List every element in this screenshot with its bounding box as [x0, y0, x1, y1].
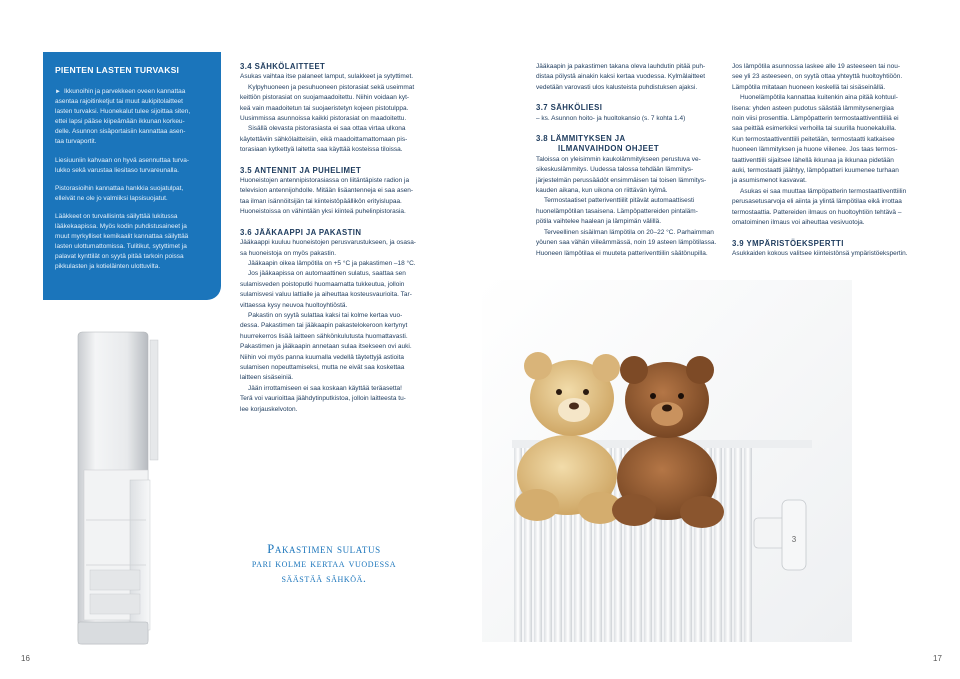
text-line: Pakastimen ja jääkaapin annetaan sulaa itsekseen ovi auki.	[240, 343, 412, 351]
text-line: Kylpyhuoneen ja pesuhuoneen pistorasiat sekä useimmat	[248, 83, 415, 91]
sidebar-line: pikkulasten ja kotieläinten ulottuvilta.	[55, 263, 161, 271]
sidebar-line: Ikkunoihin ja parvekkeen oveen kannattaa	[63, 88, 186, 95]
sidebar-line: palavat kynttilät on syytä pitää tarkoin poissa	[55, 253, 184, 261]
text-line: yöunen saa vähän viileämmässä, noin 19 asteen lämpötilassa.	[536, 239, 717, 247]
quote-line-1: Pakastimen sulatus	[267, 542, 381, 556]
text-line: distaa pölystä ainakin kaksi kertaa vuodessa. Kylmälaitteet	[536, 73, 706, 81]
sidebar-line: lasten ulottumattomissa. Tulitikut, sytyttimet ja	[55, 243, 187, 251]
sidebar-paragraph	[55, 184, 211, 204]
quote-line-2: pari kolme kertaa vuodessa	[251, 558, 397, 570]
sidebar-line: Lääkkeet on turvallisinta säilyttää lukitussa	[55, 212, 178, 220]
sidebar-paragraph	[55, 212, 211, 273]
page-number-left: 16	[21, 654, 30, 663]
text-line: taa ilman isännöitsijän tai kiinteistöpäällikön erityislupaa.	[240, 197, 402, 205]
text-line: vittaessa kysy neuvoa huoltoyhtiöstä.	[240, 301, 348, 309]
text-line: Huoneistoissa on vähintään yksi kiinteä puhelinpistorasia.	[240, 208, 406, 216]
text-line: Termostaatiset patteriventtiilit pitävät automaattisesti	[544, 197, 695, 205]
text-line: kauden aikana, kun uikona on riittävän kylmä.	[536, 187, 668, 195]
sidebar-line: muut myrkylliset kemikaalit kannattaa säilyttää	[55, 233, 189, 241]
text-line: Jos jääkaapissa on automaattinen sulatus, saattaa sen	[248, 270, 406, 278]
text-line: dessa. Pakastimen tai jääkaapin pakastelokeroon kertynyt	[240, 322, 408, 330]
text-line: keä vain maadoitetun tai suojaeristetyn kojeen pistotulppa.	[240, 104, 409, 112]
text-line: see yli 23 asteeseen, on syytä ottaa yhteyttä huoltoyhtiöön.	[732, 73, 903, 81]
sidebar-line: elleivät ne ole jo valmiiksi lapsisuojatut.	[55, 194, 168, 202]
text-line: sa huoneistoja on myös pakastin.	[240, 249, 337, 257]
text-line: Huoneen lämpötilaa ei muuteta patteriventtiilin säätönupilla.	[536, 249, 708, 257]
section-3-8-heading: 3.8 LÄMMITYKSEN JA	[536, 134, 626, 144]
text-line: omatoiminen ilmaus voi aiheuttaa vesivuotoja.	[732, 219, 865, 227]
text-line: Jos lämpötila asunnossa laskee alle 19 asteeseen tai nou-	[732, 63, 901, 70]
condenser-text	[536, 62, 746, 93]
text-line: sulamisen nopeuttamiseksi, mutta ne eivät saa koskettaa	[240, 363, 405, 371]
sidebar-line: asentaa rajoitinketjut tai muut aukipitolaitteet	[55, 98, 183, 106]
text-line: sulamisveden poistoputki huomaamatta tukkeutua, jolloin	[240, 280, 405, 288]
sidebar-line: lasten turvaksi. Huonekalut tulee sijoittaa siten,	[55, 108, 191, 116]
text-line: vedetään varovasti ulos kalusteista puhdistuksen ajaksi.	[536, 83, 698, 91]
temperature-text	[732, 62, 944, 229]
text-line: Niihin voi myös panna kuumalla vedellä täytettyjä astioita	[240, 353, 405, 361]
text-line: Terä voi vaurioittaa jäähdytinputkistoa, jolloin laitteesta tu-	[240, 395, 406, 403]
quote-line-3: säästää sähköä.	[281, 573, 367, 585]
sidebar-paragraph	[55, 156, 211, 176]
svg-text:3: 3	[791, 535, 797, 544]
text-line: Huonelämpötila kannattaa kuitenkin aina pitää kohtuul-	[740, 94, 898, 102]
text-line: sikeskuslämmitys. Uudessa talossa tehdään lämmitys-	[536, 166, 694, 174]
text-line: huurrekerros lisää laitteen sähkönkulutusta huomattavasti.	[240, 332, 408, 340]
sidebar-paragraph	[55, 87, 211, 148]
section-3-7-heading: 3.7 SÄHKÖLIESI	[536, 103, 603, 113]
text-line: Pakastin on syytä sulattaa kaksi tai kolme kertaa vuo-	[248, 311, 403, 319]
text-line: torasiaan kytkettyä laitetta saa käyttää kosteissa tiloissa.	[240, 146, 403, 154]
text-line: Taloissa on yleisimmin kaukolämmitykseen perustuva ve-	[536, 155, 701, 163]
text-line: noin viisi prosenttia. Lämpöpatterin termostaattiventtiiliä ei	[732, 115, 899, 123]
text-line: Asukkaiden kokous valitsee kiinteistönsä ympäristöekspertin.	[732, 249, 908, 257]
pull-quote	[234, 542, 414, 587]
sidebar-line: delle. Asunnon sisäportaisiin kannattaa asen-	[55, 128, 186, 136]
sidebar-line: Pistorasioihin kannattaa hankkia suojatulpat,	[55, 184, 184, 192]
text-line: perusasetusarvoja eli aiinta ja ylintä lämpötilaa eikä irrottaa	[732, 198, 902, 206]
section-3-9-heading: 3.9 YMPÄRISTÖEKSPERTTI	[732, 238, 844, 248]
section-3-9-text	[732, 249, 944, 259]
text-line: Asukas vaihtaa itse palaneet lamput, sulakkeet ja sytyttimet.	[240, 73, 414, 81]
text-line: Terveellinen sisäilman lämpötila on 20–22 °C. Parhaimman	[544, 228, 714, 236]
column-2	[536, 62, 746, 259]
text-line: laitteen sisäseiniä.	[240, 374, 294, 382]
text-line: taattiventtiili sijaitsee lähellä ikkunaa ja ikkunaa pidetään	[732, 156, 894, 164]
column-3	[732, 62, 944, 259]
text-line: Kun termostaattiventtiili peitetään, termostaatti katkaisee	[732, 135, 895, 143]
text-line: Jääkaapin ja pakastimen takana oleva lauhdutin pitää puh-	[536, 63, 706, 70]
text-line: termostaattia. Pattereiden ilmaus on huoltoyhtiön tehtävä –	[732, 208, 902, 216]
section-3-4-text	[240, 72, 458, 155]
section-3-8-text	[536, 155, 746, 259]
refrigerator-image	[70, 330, 164, 650]
text-line: ja asumismenot kasvavat.	[732, 177, 807, 185]
sidebar-line: lukko sekä varustaa liesitaso turvareunalla.	[55, 166, 179, 174]
text-line: huonelämpötilan tasaisena. Lämpöpattereiden pintaläm-	[536, 207, 698, 215]
bullet-arrow-icon: ►	[55, 89, 61, 95]
text-line: Uusimmissa asunnoissa kaikki pistorasiat on maadoitettu.	[240, 115, 407, 123]
text-line: keittiön pistorasiat on suojamaadoitettu. Niihin voidaan kyt-	[240, 94, 410, 102]
section-3-4-heading: 3.4 SÄHKÖLAITTEET	[240, 62, 326, 71]
text-line: pötila vaihtelee haalean ja lämpimän välillä.	[536, 218, 662, 226]
section-3-5-heading: 3.5 ANTENNIT JA PUHELIMET	[240, 165, 362, 175]
text-line: television antennijohdolle. Mitään lisäantenneja ei saa asen-	[240, 187, 414, 195]
text-line: auki, termostaatti jäähtyy, lämpöpatteri kuumenee turhaan	[732, 167, 899, 175]
sidebar-line: Liesiuuniin kahvaan on hyvä asennuttaa turva-	[55, 156, 190, 164]
text-line: Asukas ei saa muuttaa lämpöpatterin termostaattiventtiilin	[740, 187, 907, 195]
section-3-8-heading-cont: ILMANVAIHDON OHJEET	[558, 144, 660, 154]
child-safety-sidebar	[43, 52, 221, 300]
column-1	[240, 62, 458, 415]
sidebar-line: taa turvaportit.	[55, 138, 97, 146]
section-3-5-text	[240, 176, 458, 218]
text-line: saa peittää esimerkiksi verhoilla tai suurilla huonekaluilla.	[732, 125, 897, 133]
text-line: lisena: yhden asteen pudotus säästää lämmitysenergiaa	[732, 104, 894, 112]
page-number-right: 17	[933, 654, 942, 663]
text-line: käytettäviin sähkölaitteisiin, eikä maadoittamattomaan pis-	[240, 135, 408, 143]
text-line: Jään irrottamiseen ei saa koskaan käyttää teräasetta!	[248, 384, 402, 392]
text-line: järjestelmän perussäädöt ensimmäisen tai toisen lämmitys-	[536, 176, 707, 184]
text-line: Jääkaappi kuuluu huoneistojen perusvarustukseen, ja osasa-	[240, 239, 416, 247]
section-3-7-text	[536, 114, 746, 124]
sidebar-title: PIENTEN LASTEN TURVAKSI	[55, 65, 180, 75]
text-line: Sisällä olevasta pistorasiasta ei saa ottaa virtaa ulkona	[248, 125, 406, 133]
sidebar-line: ettei lapsi pääse kiipeämään ikkunan korkeu-	[55, 118, 185, 126]
sidebar-line: lääkekaapissa. Myös kodin puhdistusaineet ja	[55, 223, 187, 231]
section-3-6-text	[240, 238, 458, 415]
text-line: – ks. Asunnon hoito- ja huoltokansio (s. 7 kohta 1.4)	[536, 114, 686, 122]
text-line: Lämpötila mitataan huoneen keskellä tai sisäseinällä.	[732, 83, 886, 91]
sidebar-body	[55, 87, 211, 273]
text-line: lee korjauskelvoton.	[240, 405, 298, 413]
section-3-6-heading: 3.6 JÄÄKAAPPI JA PAKASTIN	[240, 227, 362, 237]
text-line: sulamisvesi valuu lattialle ja aiheuttaa kosteusvaurioita. Tar-	[240, 291, 412, 299]
teddy-bears-radiator-image	[482, 280, 852, 642]
text-line: Huoneistojen antennipistorasiassa on liitäntäpiste radion ja	[240, 177, 410, 185]
text-line: Jääkaapin oikea lämpötila on +5 °C ja pakastimen –18 °C.	[248, 259, 416, 267]
text-line: huoneen lämmityksen ja huone viilenee. Jos taas termos-	[732, 146, 898, 154]
